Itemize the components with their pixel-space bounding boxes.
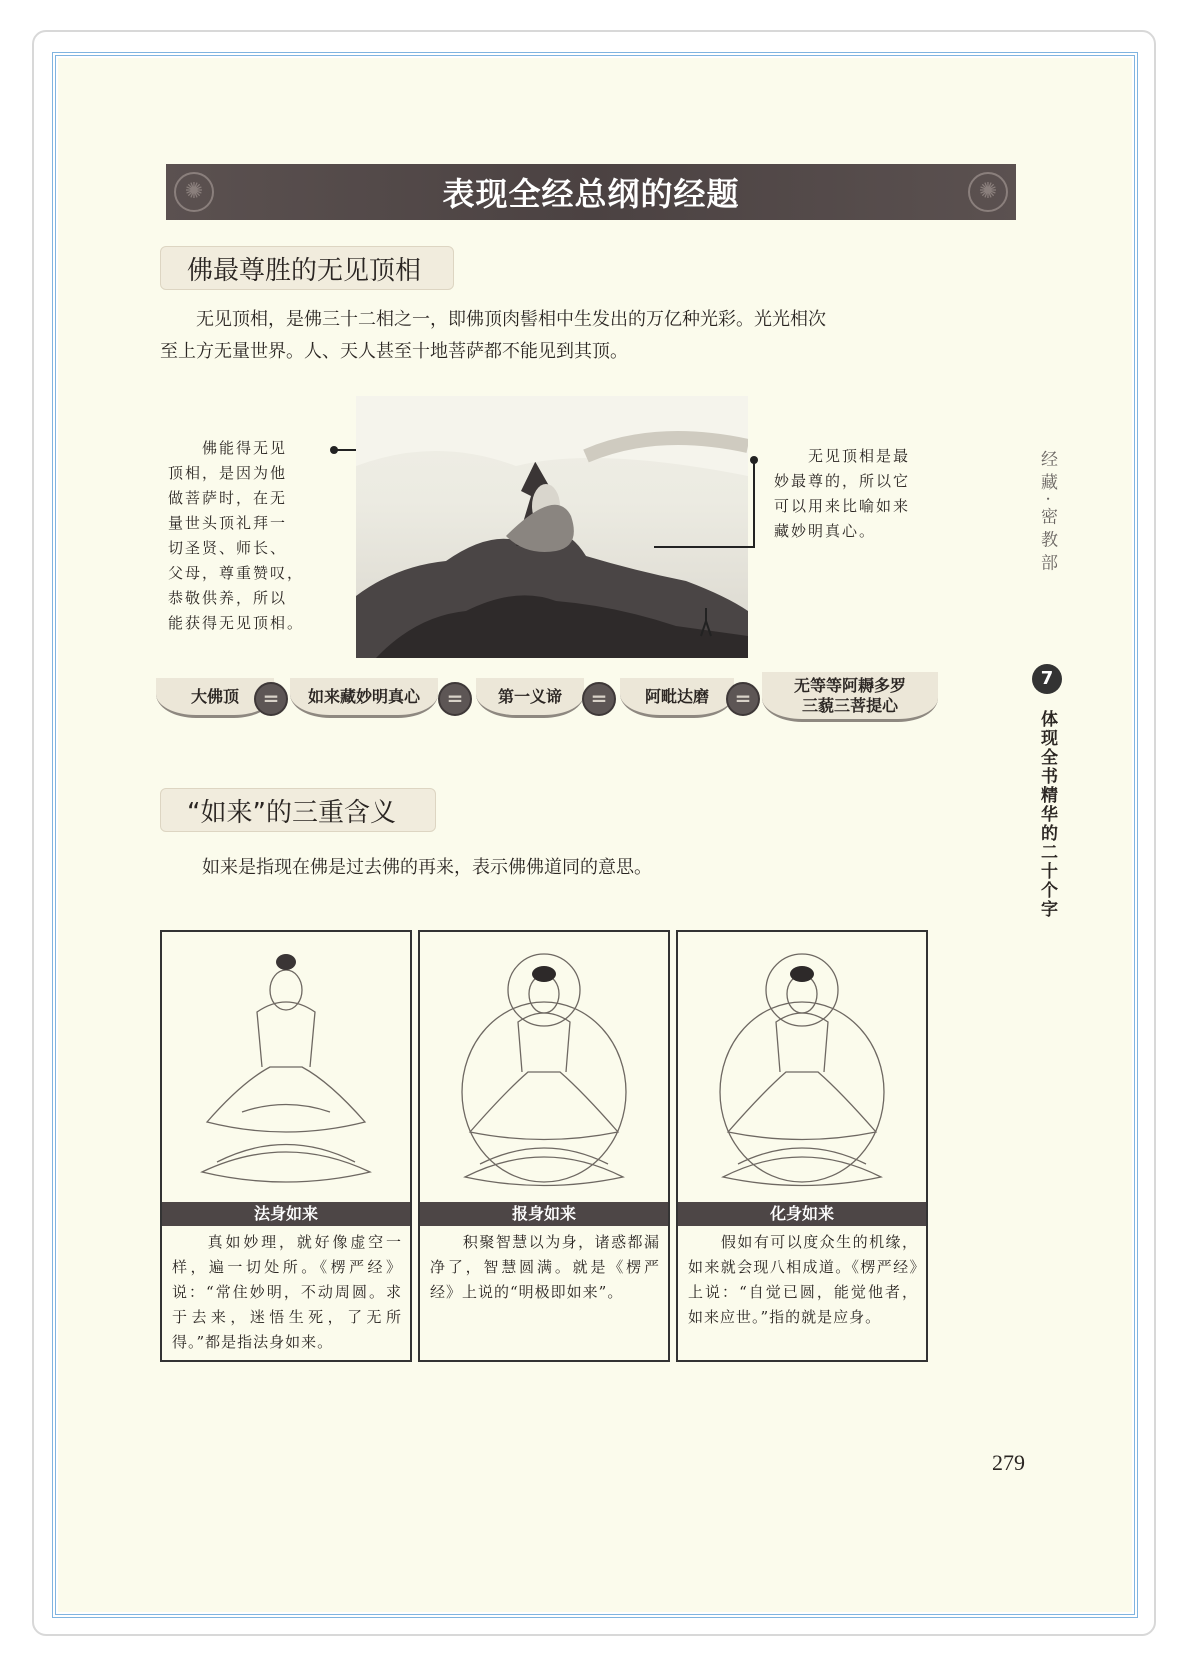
left-note-line: 做菩萨时，在无 (168, 489, 288, 507)
left-note-line: 切圣贤、师长、 (168, 539, 288, 557)
chain-item-5-line2: 三藐三菩提心 (801, 695, 898, 715)
section-heading-2: “如来”的三重含义 (160, 788, 436, 832)
buddha-figure-3 (678, 932, 926, 1202)
chain-item-5-line1: 无等等阿耨多罗 (793, 675, 906, 695)
title-banner (166, 164, 1016, 220)
left-note-line: 父母，尊重赞叹， (168, 564, 305, 582)
section2-paragraph: 如来是指现在佛是过去佛的再来，表示佛佛道同的意思。 (202, 857, 652, 878)
left-note-line: 恭敬供养，所以 (168, 589, 288, 607)
callout-line-right-vertical (753, 460, 755, 548)
equals-icon: = (438, 682, 472, 716)
equals-icon: = (726, 682, 760, 716)
page-number: 279 (992, 1450, 1025, 1475)
card-sambhogakaya (418, 930, 670, 1362)
right-note-line: 妙最尊的，所以它 (774, 472, 911, 490)
section1-paragraph-line1: 无见顶相，是佛三十二相之一，即佛顶肉髻相中生发出的万亿种光彩。光光相次 (160, 309, 826, 330)
card-text-3: 假如有可以度众生的机缘，如来就会现八相成道。《楞严经》上说：“自觉已圆，能觉他者，如来应世。”指的就是应身。 (688, 1233, 918, 1326)
card-nirmanakaya (676, 930, 928, 1362)
right-note (774, 444, 934, 544)
right-note-line: 藏妙明真心。 (774, 522, 877, 540)
stupa-illustration (356, 396, 748, 658)
card-text-2: 积聚智慧以为身，诸惑都漏净了，智慧圆满。就是《楞严经》上说的“明极即如来”。 (430, 1233, 660, 1301)
left-note (168, 436, 318, 636)
stupa-photo (356, 396, 748, 658)
section-heading-1: 佛最尊胜的无见顶相 (160, 246, 454, 290)
left-ornament-icon: ✺ (174, 172, 214, 212)
chain-item-3: 第一义谛 (476, 678, 584, 718)
right-note-line: 无见顶相是最 (774, 447, 911, 465)
right-note-line: 可以用来比喻如来 (774, 497, 911, 515)
chapter-title: 体现全书精华的二十个字 (1037, 710, 1057, 919)
buddha-figure-1 (162, 932, 410, 1202)
left-note-line: 量世头顶礼拜一 (168, 514, 288, 532)
chapter-number-badge: 7 (1032, 664, 1062, 694)
left-note-line: 佛能得无见 (168, 439, 288, 457)
left-note-line: 能获得无见顶相。 (168, 614, 305, 632)
right-ornament-icon: ✺ (968, 172, 1008, 212)
card-dharmakaya (160, 930, 412, 1362)
card-text-1: 真如妙理，就好像虚空一样，遍一切处所。《楞严经》说：“常住妙明，不动周圆。求于去来，迷悟生死，了无所得。”都是指法身如来。 (172, 1233, 402, 1351)
chain-item-4: 阿毗达磨 (620, 678, 734, 718)
chain-item-5 (762, 672, 938, 722)
left-note-line: 顶相，是因为他 (168, 464, 288, 482)
card-title-2: 报身如来 (420, 1202, 668, 1226)
equals-icon: = (254, 682, 288, 716)
chain-item-1: 大佛顶 (156, 678, 274, 718)
section1-paragraph-line2: 至上方无量世界。人、天人甚至十地菩萨都不能见到其顶。 (160, 341, 628, 362)
equals-icon: = (582, 682, 616, 716)
book-section-label: 经藏·密教部 (1037, 450, 1057, 577)
card-title-1: 法身如来 (162, 1202, 410, 1226)
page-title: 表现全经总纲的经题 (442, 175, 740, 213)
card-title-3: 化身如来 (678, 1202, 926, 1226)
buddha-figure-2 (420, 932, 668, 1202)
document-page (58, 58, 1132, 1612)
section1-paragraph (160, 304, 990, 368)
chain-item-2: 如来藏妙明真心 (290, 678, 438, 718)
callout-line-right-horizontal (654, 546, 755, 548)
